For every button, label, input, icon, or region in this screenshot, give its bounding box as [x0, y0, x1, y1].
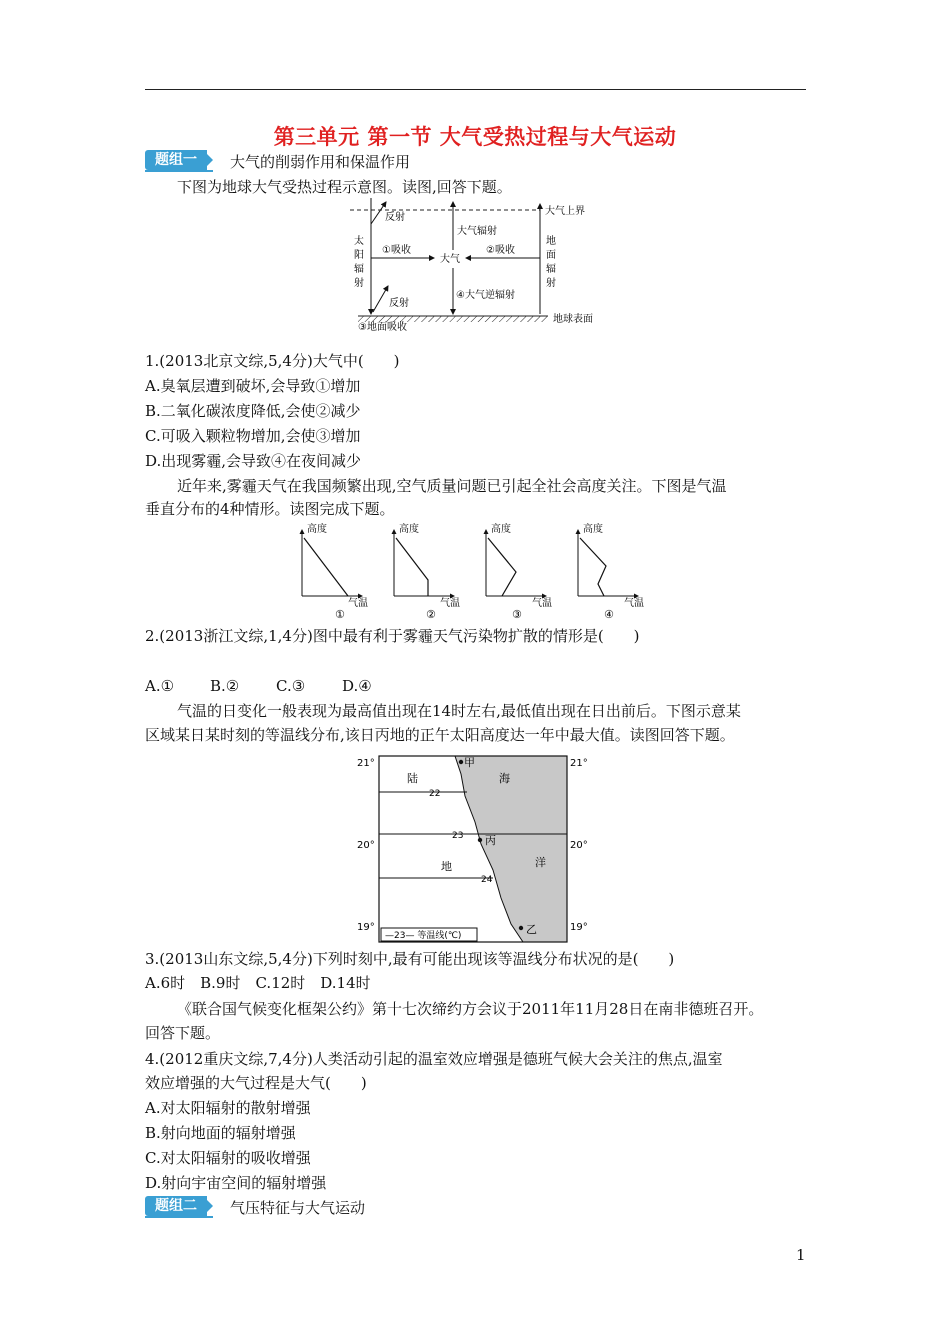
graph4-line	[580, 538, 606, 596]
counter-radiation-label: ④大气逆辐射	[456, 290, 515, 301]
q2-option-d: D.④	[342, 677, 372, 695]
q4-option-d: D.射向宇宙空间的辐射增强	[145, 1174, 327, 1192]
intro2-line2: 垂直分布的4种情形。读图完成下题。	[145, 500, 395, 518]
point-bing	[478, 838, 482, 842]
point-jia-label: 甲	[464, 756, 475, 769]
lat-bot-left: 19°	[357, 922, 375, 933]
graph3-xlabel: 气温	[532, 598, 552, 609]
graph4-ylabel: 高度	[583, 524, 603, 535]
page-title: 第三单元 第一节 大气受热过程与大气运动	[273, 124, 677, 149]
intro4-line2: 回答下题。	[145, 1024, 221, 1042]
graph1-xlabel: 气温	[348, 598, 368, 609]
reflect-top-arrow	[371, 202, 386, 224]
point-yi	[519, 926, 523, 930]
graph3-label: ③	[512, 608, 522, 620]
graph1-ylabel: 高度	[307, 524, 327, 535]
sea-label-1: 海	[499, 772, 510, 785]
graph4-xlabel: 气温	[624, 598, 644, 609]
solar-label-4: 射	[354, 278, 364, 289]
graph3-line	[488, 538, 516, 596]
isotherm-23-label: 23	[452, 831, 464, 841]
graph2-xlabel: 气温	[440, 598, 460, 609]
graph4-label: ④	[604, 608, 614, 620]
q4-stem-line1: 4.(2012重庆文综,7,4分)人类活动引起的温室效应增强是德班气候大会关注的焦点,温室	[145, 1050, 723, 1068]
solar-label-1: 太	[354, 236, 364, 247]
point-bing-label: 丙	[485, 834, 496, 847]
q3-stem: 3.(2013山东文综,5,4分)下列时刻中,最有可能出现该等温线分布状况的是( )	[145, 950, 675, 968]
atm-radiation-label: 大气辐射	[457, 226, 497, 237]
ground-label: 地球表面	[553, 314, 593, 325]
lat-mid-left: 20°	[357, 840, 375, 851]
graph2-line	[396, 538, 428, 596]
q2-option-c: C.③	[276, 677, 306, 695]
q2-stem: 2.(2013浙江文综,1,4分)图中最有利于雾霾天气污染物扩散的情形是( )	[145, 627, 640, 645]
badge-underline	[145, 1216, 213, 1218]
point-jia	[459, 760, 463, 764]
intro3-line2: 区域某日某时刻的等温线分布,该日丙地的正午太阳高度达一年中最大值。读图回答下题。	[145, 726, 735, 744]
intro4-line1: 《联合国气候变化框架公约》第十七次缔约方会议于2011年11月28日在南非德班召开。	[177, 1000, 764, 1018]
badge-underline	[145, 170, 213, 172]
lat-bot-right: 19°	[570, 922, 588, 933]
intro1: 下图为地球大气受热过程示意图。读图,回答下题。	[177, 178, 512, 196]
q2-option-b: B.②	[210, 677, 240, 695]
ground-absorb-label: ③地面吸收	[358, 322, 407, 333]
upper-boundary-label: 大气上界	[545, 206, 585, 217]
graph3-ylabel: 高度	[491, 524, 511, 535]
group1-badge	[145, 150, 213, 172]
graph1-label: ①	[335, 608, 345, 620]
isotherm-map	[355, 748, 595, 946]
lat-top-right: 21°	[570, 758, 588, 769]
q1-option-b: B.二氧化碳浓度降低,会使②减少	[145, 402, 361, 420]
intro3-line1: 气温的日变化一般表现为最高值出现在14时左右,最低值出现在日出前后。下图示意某	[177, 702, 741, 720]
reflect-bottom-label: 反射	[389, 298, 409, 309]
land-label-1: 陆	[407, 772, 418, 785]
ground-label-1: 地	[546, 236, 556, 247]
q1-stem: 1.(2013北京文综,5,4分)大气中( )	[145, 352, 400, 370]
profile-graphs	[290, 520, 660, 620]
graph2-label: ②	[426, 608, 436, 620]
q1-option-c: C.可吸入颗粒物增加,会使③增加	[145, 427, 361, 445]
lat-top-left: 21°	[357, 758, 375, 769]
reflect-top-label: 反射	[385, 212, 405, 223]
group2-badge-label: 题组二	[145, 1196, 207, 1216]
land-label-2: 地	[441, 860, 452, 873]
heating-diagram	[340, 198, 620, 338]
badge-tail	[203, 150, 213, 170]
page-number: 1	[796, 1246, 806, 1264]
group2-badge	[145, 1196, 213, 1218]
q1-option-a: A.臭氧层遭到破坏,会导致①增加	[145, 377, 361, 395]
header-rule	[145, 89, 806, 90]
q4-stem-line2: 效应增强的大气过程是大气( )	[145, 1074, 367, 1092]
group1-topic: 大气的削弱作用和保温作用	[230, 153, 411, 171]
ground-label-2: 面	[546, 250, 556, 261]
q4-option-c: C.对太阳辐射的吸收增强	[145, 1149, 311, 1167]
graph2-ylabel: 高度	[399, 524, 419, 535]
graph1-line	[304, 538, 348, 596]
solar-label-2: 阳	[354, 250, 364, 261]
sea-label-2: 洋	[535, 856, 546, 869]
intro2-line1: 近年来,雾霾天气在我国频繁出现,空气质量问题已引起全社会高度关注。下图是气温	[177, 477, 727, 495]
profile-graph-4	[578, 522, 644, 620]
lat-mid-right: 20°	[570, 840, 588, 851]
group1-badge-label: 题组一	[145, 150, 207, 170]
ground-label-4: 射	[546, 278, 556, 289]
solar-label-3: 辐	[354, 264, 364, 275]
ground-label-3: 辐	[546, 264, 556, 275]
map-legend: —23— 等温线(℃)	[385, 931, 462, 941]
q3-options: A.6时 B.9时 C.12时 D.14时	[145, 974, 371, 992]
profile-graph-3	[486, 522, 552, 620]
group2-topic: 气压特征与大气运动	[230, 1199, 366, 1217]
profile-graph-2	[394, 522, 460, 620]
profile-graph-1	[302, 522, 368, 620]
absorb2-label: ②吸收	[486, 245, 515, 256]
q1-option-d: D.出现雾霾,会导致④在夜间减少	[145, 452, 362, 470]
isotherm-22-label: 22	[429, 789, 441, 799]
q2-option-a: A.①	[145, 677, 175, 695]
q4-option-a: A.对太阳辐射的散射增强	[145, 1099, 311, 1117]
sea-area	[455, 756, 567, 942]
absorb1-label: ①吸收	[382, 245, 411, 256]
badge-tail	[203, 1196, 213, 1216]
atmosphere-label: 大气	[440, 254, 460, 265]
point-yi-label: 乙	[526, 923, 537, 936]
q4-option-b: B.射向地面的辐射增强	[145, 1124, 296, 1142]
isotherm-24-label: 24	[481, 875, 493, 885]
reflect-bottom-arrow	[373, 286, 388, 312]
